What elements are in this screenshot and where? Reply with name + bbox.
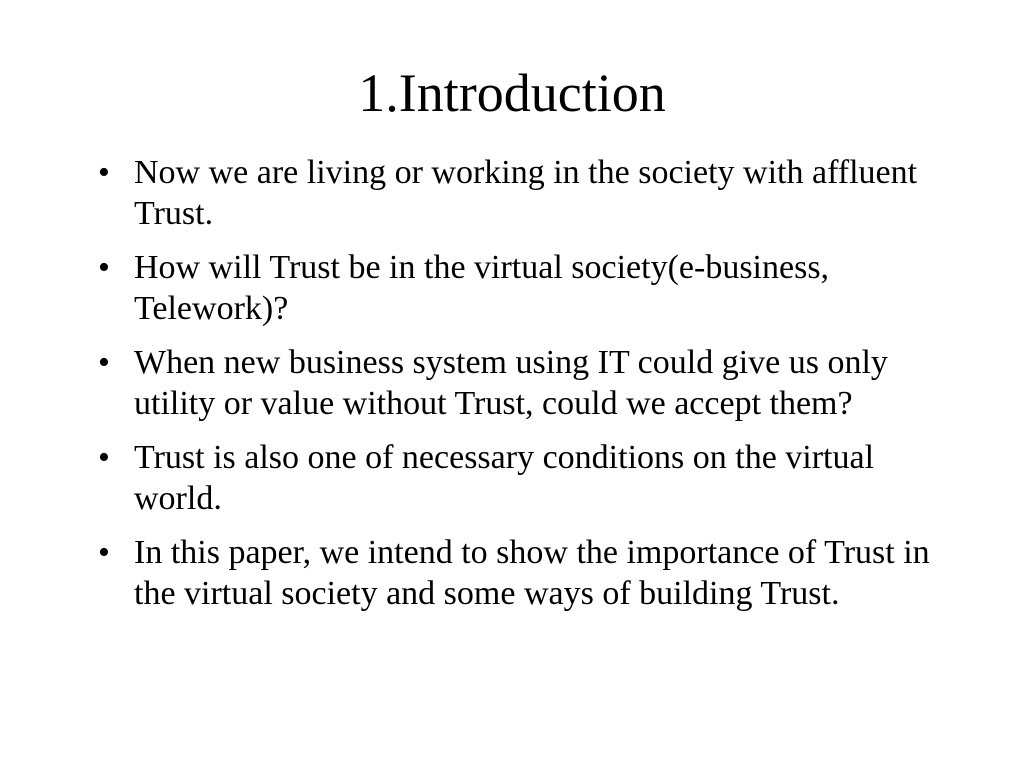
bullet-item — [0, 247, 1024, 329]
bullet-text: Trust is also one of necessary conditions on the virtual world. — [134, 439, 875, 517]
bullet-item — [0, 532, 1024, 614]
bullet-item — [0, 342, 1024, 424]
bullet-item — [0, 152, 1024, 234]
bullet-icon: • — [98, 154, 110, 191]
slide-title: 1.Introduction — [358, 63, 666, 123]
bullet-icon: • — [98, 249, 110, 286]
bullet-text: How will Trust be in the virtual society(e-business, Telework)? — [134, 249, 830, 327]
bullet-icon: • — [98, 344, 110, 381]
bullet-text: In this paper, we intend to show the importance of Trust in the virtual society and some ways of building Trust. — [134, 534, 930, 612]
bullet-icon: • — [98, 439, 110, 476]
bullet-item — [0, 437, 1024, 519]
bullet-list — [0, 152, 1024, 627]
bullet-text: Now we are living or working in the society with affluent Trust. — [134, 154, 918, 232]
bullet-text: When new business system using IT could give us only utility or value without Trust, could we accept them? — [134, 344, 888, 422]
bullet-icon: • — [98, 534, 110, 571]
